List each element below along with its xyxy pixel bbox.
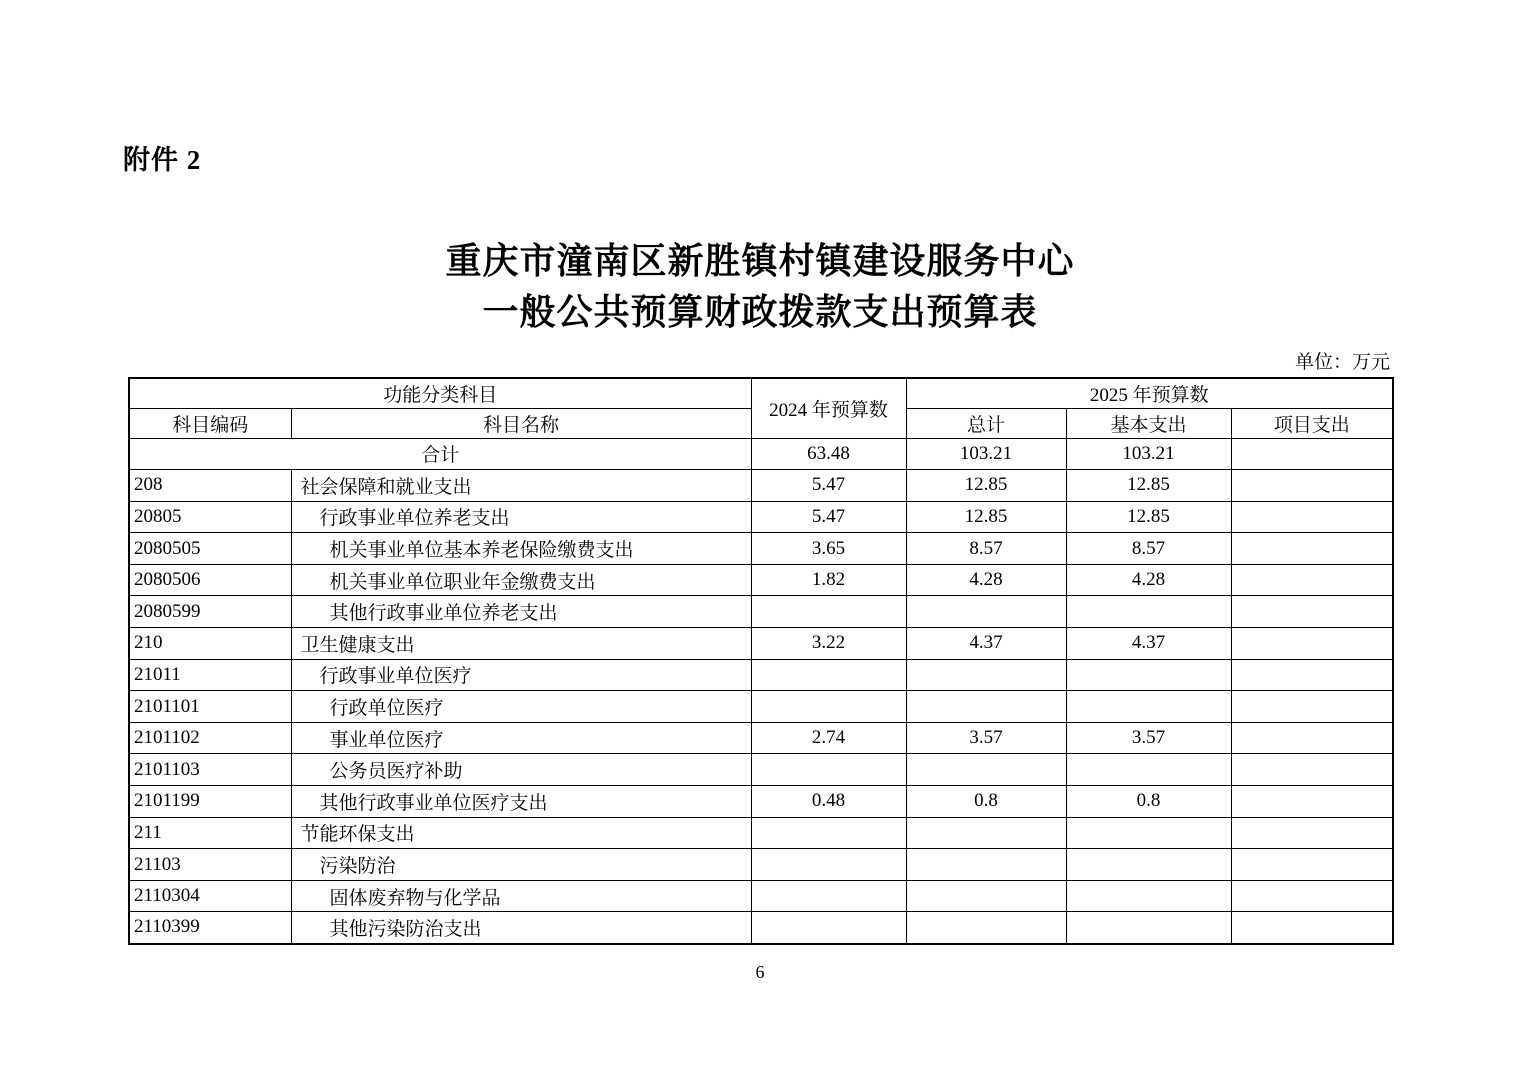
cell-project-expenditure (1231, 817, 1393, 849)
budget-table-body (129, 438, 1393, 944)
page-title-line1: 重庆市潼南区新胜镇村镇建设服务中心 (445, 241, 1075, 281)
cell-basic-expenditure: 3.57 (1066, 722, 1231, 754)
cell-basic-expenditure (1066, 754, 1231, 786)
col-header-budget-2024: 2024 年预算数 (751, 378, 906, 438)
cell-subject-name: 节能环保支出 (291, 817, 751, 849)
col-header-basic-expenditure: 基本支出 (1066, 408, 1231, 438)
table-row (129, 659, 1393, 691)
cell-subject-code: 2110399 (129, 912, 291, 944)
budget-table (128, 377, 1394, 945)
cell-subject-name: 固体废弃物与化学品 (291, 880, 751, 912)
table-row (129, 691, 1393, 723)
cell-basic-expenditure (1066, 691, 1231, 723)
table-row (129, 564, 1393, 596)
col-header-functional-category: 功能分类科目 (129, 378, 751, 408)
table-row (129, 470, 1393, 502)
cell-project-expenditure (1231, 786, 1393, 818)
cell-basic-expenditure: 103.21 (1066, 438, 1231, 470)
cell-total-2025 (906, 880, 1066, 912)
cell-budget-2024: 1.82 (751, 564, 906, 596)
page-title-line2: 一般公共预算财政拨款支出预算表 (482, 292, 1038, 332)
cell-subject-name: 机关事业单位职业年金缴费支出 (291, 564, 751, 596)
cell-basic-expenditure (1066, 880, 1231, 912)
cell-total-2025 (906, 691, 1066, 723)
cell-subject-code: 2110304 (129, 880, 291, 912)
cell-basic-expenditure: 8.57 (1066, 533, 1231, 565)
cell-total-2025 (906, 849, 1066, 881)
cell-total-2025: 4.28 (906, 564, 1066, 596)
cell-subject-name: 卫生健康支出 (291, 628, 751, 660)
cell-budget-2024 (751, 691, 906, 723)
cell-subject-name: 其他行政事业单位医疗支出 (291, 786, 751, 818)
cell-budget-2024: 63.48 (751, 438, 906, 470)
cell-subject-name: 机关事业单位基本养老保险缴费支出 (291, 533, 751, 565)
cell-subject-code: 21011 (129, 659, 291, 691)
cell-basic-expenditure (1066, 912, 1231, 944)
cell-budget-2024: 2.74 (751, 722, 906, 754)
cell-project-expenditure (1231, 533, 1393, 565)
cell-project-expenditure (1231, 691, 1393, 723)
cell-basic-expenditure: 12.85 (1066, 501, 1231, 533)
cell-project-expenditure (1231, 880, 1393, 912)
cell-subject-code: 2101102 (129, 722, 291, 754)
cell-total-2025 (906, 817, 1066, 849)
cell-budget-2024 (751, 849, 906, 881)
cell-subject-code: 2101199 (129, 786, 291, 818)
cell-total-2025: 12.85 (906, 501, 1066, 533)
cell-total-2025 (906, 659, 1066, 691)
cell-project-expenditure (1231, 628, 1393, 660)
cell-subject-code: 2101101 (129, 691, 291, 723)
page-number: 6 (755, 962, 765, 982)
cell-project-expenditure (1231, 659, 1393, 691)
table-row (129, 754, 1393, 786)
table-row (129, 880, 1393, 912)
cell-subject-name: 事业单位医疗 (291, 722, 751, 754)
page-title (0, 236, 1520, 338)
cell-basic-expenditure: 4.28 (1066, 564, 1231, 596)
cell-project-expenditure (1231, 470, 1393, 502)
cell-subject-name: 合计 (129, 438, 751, 470)
budget-table-header (129, 378, 1393, 438)
cell-subject-name: 其他污染防治支出 (291, 912, 751, 944)
attachment-label: 附件 2 (123, 145, 202, 175)
cell-basic-expenditure: 0.8 (1066, 786, 1231, 818)
col-header-project-expenditure: 项目支出 (1231, 408, 1393, 438)
cell-budget-2024 (751, 596, 906, 628)
cell-total-2025: 103.21 (906, 438, 1066, 470)
cell-subject-name: 公务员医疗补助 (291, 754, 751, 786)
col-header-subject-name: 科目名称 (291, 408, 751, 438)
col-header-total: 总计 (906, 408, 1066, 438)
table-row (129, 817, 1393, 849)
cell-budget-2024 (751, 880, 906, 912)
cell-subject-name: 社会保障和就业支出 (291, 470, 751, 502)
cell-project-expenditure (1231, 722, 1393, 754)
cell-total-2025 (906, 754, 1066, 786)
cell-basic-expenditure (1066, 817, 1231, 849)
table-row (129, 438, 1393, 470)
cell-subject-code: 20805 (129, 501, 291, 533)
cell-subject-name: 污染防治 (291, 849, 751, 881)
cell-budget-2024 (751, 659, 906, 691)
cell-basic-expenditure (1066, 659, 1231, 691)
col-header-budget-2025: 2025 年预算数 (906, 378, 1393, 408)
cell-budget-2024: 0.48 (751, 786, 906, 818)
unit-label: 单位：万元 (1294, 352, 1390, 373)
table-row (129, 628, 1393, 660)
cell-subject-code: 2080505 (129, 533, 291, 565)
cell-budget-2024 (751, 912, 906, 944)
table-row (129, 722, 1393, 754)
table-row (129, 849, 1393, 881)
col-header-subject-code: 科目编码 (129, 408, 291, 438)
cell-budget-2024: 5.47 (751, 470, 906, 502)
cell-total-2025: 8.57 (906, 533, 1066, 565)
cell-total-2025: 4.37 (906, 628, 1066, 660)
cell-project-expenditure (1231, 596, 1393, 628)
cell-budget-2024: 3.65 (751, 533, 906, 565)
cell-basic-expenditure (1066, 596, 1231, 628)
cell-budget-2024: 3.22 (751, 628, 906, 660)
cell-project-expenditure (1231, 564, 1393, 596)
cell-subject-code: 2080599 (129, 596, 291, 628)
cell-subject-name: 行政单位医疗 (291, 691, 751, 723)
cell-subject-name: 行政事业单位医疗 (291, 659, 751, 691)
cell-project-expenditure (1231, 912, 1393, 944)
cell-subject-code: 208 (129, 470, 291, 502)
table-row (129, 501, 1393, 533)
cell-subject-name: 行政事业单位养老支出 (291, 501, 751, 533)
table-row (129, 533, 1393, 565)
cell-subject-code: 2080506 (129, 564, 291, 596)
cell-project-expenditure (1231, 438, 1393, 470)
cell-subject-code: 2101103 (129, 754, 291, 786)
cell-project-expenditure (1231, 754, 1393, 786)
cell-total-2025: 12.85 (906, 470, 1066, 502)
cell-budget-2024 (751, 817, 906, 849)
cell-basic-expenditure: 12.85 (1066, 470, 1231, 502)
cell-total-2025 (906, 912, 1066, 944)
cell-subject-code: 211 (129, 817, 291, 849)
cell-budget-2024: 5.47 (751, 501, 906, 533)
table-row (129, 786, 1393, 818)
cell-basic-expenditure (1066, 849, 1231, 881)
cell-total-2025: 0.8 (906, 786, 1066, 818)
cell-subject-name: 其他行政事业单位养老支出 (291, 596, 751, 628)
cell-subject-code: 210 (129, 628, 291, 660)
cell-project-expenditure (1231, 501, 1393, 533)
cell-budget-2024 (751, 754, 906, 786)
table-row (129, 912, 1393, 944)
cell-project-expenditure (1231, 849, 1393, 881)
cell-total-2025: 3.57 (906, 722, 1066, 754)
cell-total-2025 (906, 596, 1066, 628)
table-row (129, 596, 1393, 628)
cell-basic-expenditure: 4.37 (1066, 628, 1231, 660)
cell-subject-code: 21103 (129, 849, 291, 881)
